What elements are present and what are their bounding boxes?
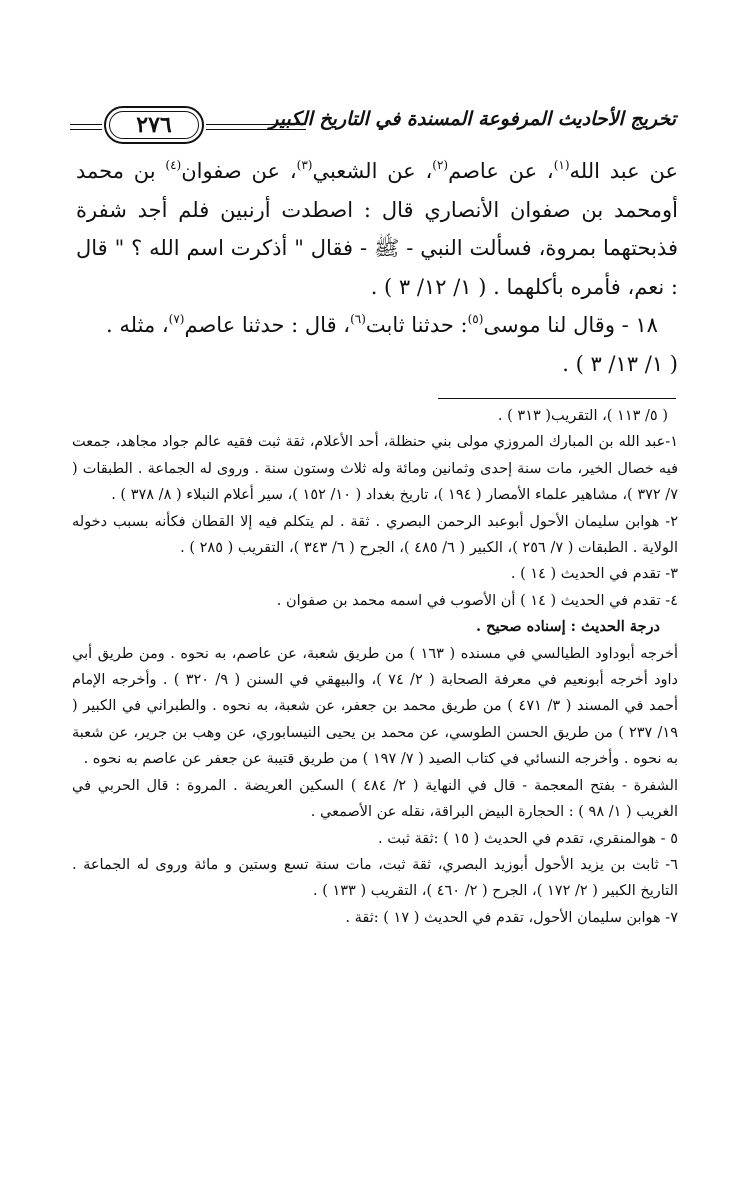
text-run: ٦- ثابت بن يزيد الأحول أبوزيد البصري، ثقة ثبت، مات سنة تسع وستين و مائة وروى له <box>136 856 678 873</box>
text-run: بن محمد أومحمد بن صفوان الأنصاري قال : اصطدت أرنبين فلم أجد شفرة فذبحتهما بمروة، فسألت النبي - ﷺ - فقال " أذكرت اسم الله ؟ " قال : نعم، فأمره بأكلهما . ( ١/ ١٢/ ٣ ) . <box>76 159 678 299</box>
page-number: ٢٧٦ <box>136 112 172 138</box>
text-run: ، عن الشعبي <box>312 159 433 183</box>
footnote-ref[interactable]: (٢) <box>432 158 449 172</box>
text-run: ، قال : حدثنا عاصم <box>184 313 351 337</box>
main-text <box>76 152 678 383</box>
text-run: ، عن صفوان <box>181 159 297 183</box>
footnote-separator <box>438 398 676 399</box>
footnote-ref[interactable]: (١) <box>553 158 570 172</box>
footnote-ref[interactable]: (٧) <box>168 312 185 326</box>
header-divider <box>70 124 102 130</box>
footnote-ref[interactable]: (٦) <box>350 312 366 326</box>
footnote-ref[interactable]: (٤) <box>165 158 182 172</box>
text-run: بغداد ( ١٠/ ١٥٢ )، سير أعلام النبلاء ( ٨/ ٣٧٨ ) . <box>111 487 395 504</box>
running-title: تخريج الأحاديث المرفوعة المسندة في التاريخ الكبير <box>269 108 676 130</box>
text-run: ١-عبد الله بن المبارك المروزي مولى بني حنظلة، أحد الأعلام، ثقة ثبت فقيه عالم جواد مجاهد، جمعت فيه خصال الخير، مات سنة إحدى وثمانين ومائة وله ثلاث وستون سنة . وروى له الجماعة . الطبقات ( ٧/ ٣٧٢ )، مشاهير علماء الأمصار ( ١٩٤ )، تاريخ <box>72 434 678 504</box>
page-header <box>70 98 676 150</box>
footnote-ref[interactable]: (٣) <box>296 158 313 172</box>
footnote-continuation: ( ٥/ ١١٣ )، التقريب( ٣١٣ ) . <box>497 408 668 424</box>
text-run: الجماعة . التاريخ الكبير ( ٢/ ١٧٢ )، الجرح ( ٢/ ٤٦٠ )، التقريب ( ١٣٣ ) . <box>72 856 678 900</box>
takhrij-paragraph: أخرجه أبوداود الطيالسي في مسنده ( ١٦٣ ) من طريق شعبة، عن عاصم، به نحوه . ومن طريق أبي داود أخرجه أبونعيم في معرفة الصحابة ( ٢/ ٧٤ )، والبيهقي في السنن ( ٩/ ٣٢٠ ) . وأخرجه الإمام أحمد في المسند ( ٣/ ٤٧١ ) من طريق محمد بن جعفر، عن شعبة، به نحوه . والطبراني في الكبير ( ١٩/ ٢٣٧ ) من طريق الحسن الطوسي، عن محمد بن يحيى النيسابوري، عن وهب بن جرير، عن شعبة به نحوه . وأخرجه النسائي في كتاب الصيد ( ٧/ ١٩٧ ) من طريق قتيبة عن جعفر عن عاصم به نحوه . <box>72 645 679 768</box>
footnotes <box>72 403 678 931</box>
text-run: ، مثله . <box>106 313 169 337</box>
text-run: : حدثنا ثابت <box>365 313 468 337</box>
text-run: عن عبد الله <box>569 159 678 183</box>
footnote-7: ٧- هوابن سليمان الأحول، تقدم في الحديث ( ١٧ ) :ثقة . <box>345 909 678 926</box>
footnote-3: ٣- تقدم في الحديث ( ١٤ ) . <box>510 566 678 583</box>
footnote-6 <box>72 852 678 905</box>
hadith-grade: درجة الحديث : إسناده صحيح . <box>476 618 660 636</box>
text-run: ، عن عاصم <box>448 159 554 183</box>
page-number-cartouche <box>104 106 204 144</box>
text-run: ١٨ - وقال لنا موسى <box>483 313 658 337</box>
footnote-4: ٤- تقدم في الحديث ( ١٤ ) أن الأصوب في اسمه محمد بن صفوان . <box>276 592 678 609</box>
text-run: ٢- هوابن سليمان الأحول أبوعبد الرحمن البصري . ثقة . لم يتكلم فيه إلا القطان فكأنه بسبب دخوله الولاية . الطبقات ( ٧/ ٢٥٦ )، الكبير ( ٦/ ٤٨٥ )، الجرح ( ٦/ ٣٤٣ )، <box>72 513 678 557</box>
text-run: التقريب ( ٢٨٥ ) . <box>180 540 285 557</box>
footnote-ref[interactable]: (٥) <box>467 312 484 326</box>
footnote-1 <box>72 429 678 508</box>
footnote-5: ٥ - هوالمنقري، تقدم في الحديث ( ١٥ ) :ثقة ثبت . <box>378 830 678 847</box>
header-divider <box>206 124 306 130</box>
footnote-2 <box>72 509 678 562</box>
gloss-paragraph: الشفرة - بفتح المعجمة - قال في النهاية ( ٢/ ٤٨٤ ) السكين العريضة . المروة : قال الحربي في الغريب ( ١/ ٩٨ ) : الحجارة البيض البراقة، نقله عن الأصمعي . <box>72 777 679 821</box>
hadith-18-paragraph <box>76 306 678 345</box>
hadith-paragraph <box>76 152 678 306</box>
citation-line: ( ١/ ١٣/ ٣ ) . <box>562 351 678 376</box>
